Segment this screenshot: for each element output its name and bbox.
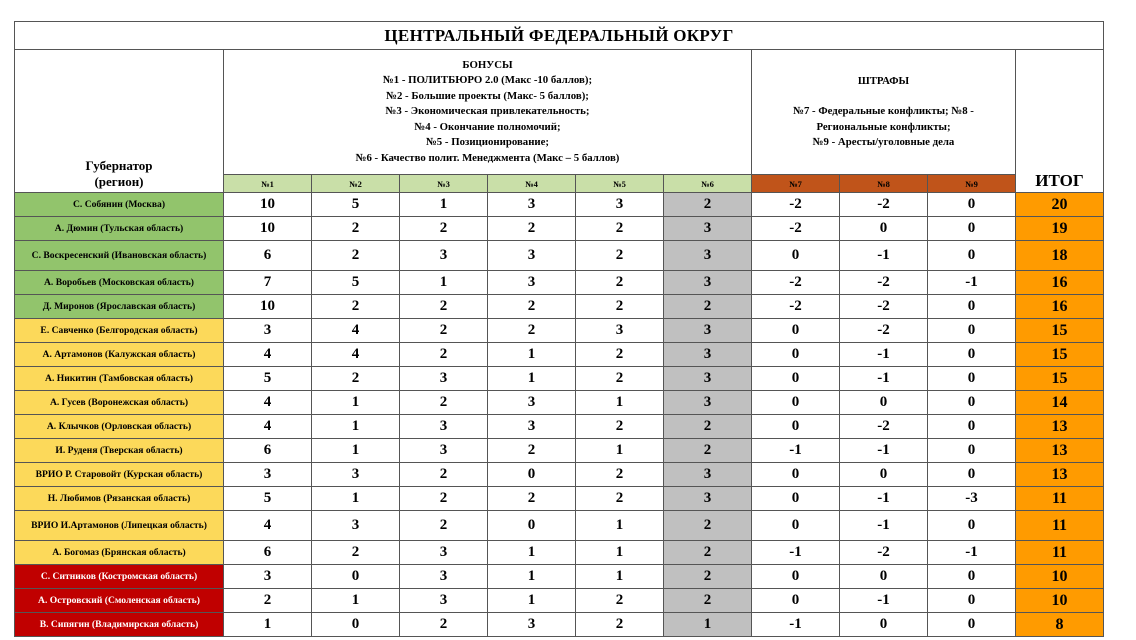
score-cell-2: 3 [312, 511, 400, 541]
column-header-7: №7 [752, 175, 840, 193]
score-cell-7: -1 [752, 613, 840, 637]
score-cell-1: 5 [224, 367, 312, 391]
total-column-header: ИТОГ [1016, 50, 1104, 193]
score-cell-1: 4 [224, 343, 312, 367]
score-cell-9: 0 [928, 613, 1016, 637]
score-cell-6: 3 [664, 343, 752, 367]
governor-cell: А. Богомаз (Брянская область) [15, 541, 224, 565]
governor-cell: С. Собянин (Москва) [15, 193, 224, 217]
governor-cell: А. Гусев (Воронежская область) [15, 391, 224, 415]
score-cell-1: 5 [224, 487, 312, 511]
score-cell-4: 2 [488, 439, 576, 463]
column-header-6: №6 [664, 175, 752, 193]
total-cell: 8 [1016, 613, 1104, 637]
total-cell: 10 [1016, 565, 1104, 589]
total-cell: 13 [1016, 463, 1104, 487]
score-cell-6: 3 [664, 487, 752, 511]
score-cell-2: 0 [312, 565, 400, 589]
score-cell-1: 4 [224, 511, 312, 541]
table-row [15, 343, 1104, 367]
score-cell-3: 2 [400, 217, 488, 241]
score-cell-4: 1 [488, 367, 576, 391]
score-cell-6: 3 [664, 271, 752, 295]
score-cell-3: 1 [400, 193, 488, 217]
table-title: ЦЕНТРАЛЬНЫЙ ФЕДЕРАЛЬНЫЙ ОКРУГ [15, 22, 1104, 50]
score-cell-7: -1 [752, 439, 840, 463]
score-cell-7: 0 [752, 589, 840, 613]
score-cell-7: 0 [752, 487, 840, 511]
score-cell-8: -2 [840, 541, 928, 565]
score-cell-8: -1 [840, 589, 928, 613]
score-cell-4: 3 [488, 271, 576, 295]
governor-cell: ВРИО И.Артамонов (Липецкая область) [15, 511, 224, 541]
bonus-legend [224, 50, 752, 175]
score-cell-5: 2 [576, 589, 664, 613]
score-cell-5: 2 [576, 241, 664, 271]
score-cell-8: -1 [840, 439, 928, 463]
score-cell-7: 0 [752, 463, 840, 487]
score-cell-1: 1 [224, 613, 312, 637]
score-cell-4: 1 [488, 343, 576, 367]
total-cell: 15 [1016, 319, 1104, 343]
total-cell: 13 [1016, 415, 1104, 439]
score-cell-4: 0 [488, 511, 576, 541]
column-header-3: №3 [400, 175, 488, 193]
score-cell-3: 2 [400, 295, 488, 319]
score-cell-2: 2 [312, 541, 400, 565]
total-cell: 15 [1016, 343, 1104, 367]
score-cell-3: 3 [400, 415, 488, 439]
governor-cell: А. Дюмин (Тульская область) [15, 217, 224, 241]
score-cell-5: 2 [576, 463, 664, 487]
score-cell-8: -1 [840, 367, 928, 391]
score-cell-5: 1 [576, 439, 664, 463]
score-cell-2: 1 [312, 487, 400, 511]
score-cell-8: -1 [840, 511, 928, 541]
score-cell-7: -2 [752, 217, 840, 241]
score-cell-4: 2 [488, 319, 576, 343]
score-cell-1: 4 [224, 415, 312, 439]
score-cell-4: 2 [488, 487, 576, 511]
table-row [15, 391, 1104, 415]
score-cell-2: 1 [312, 415, 400, 439]
bonus-legend-line: №1 - ПОЛИТБЮРО 2.0 (Макс -10 баллов); [382, 74, 593, 87]
score-cell-1: 3 [224, 565, 312, 589]
total-cell: 14 [1016, 391, 1104, 415]
score-cell-9: 0 [928, 439, 1016, 463]
table-row [15, 415, 1104, 439]
score-cell-1: 6 [224, 541, 312, 565]
score-cell-9: 0 [928, 565, 1016, 589]
total-cell: 20 [1016, 193, 1104, 217]
ranking-table [14, 21, 1104, 637]
score-cell-2: 3 [312, 463, 400, 487]
score-cell-2: 1 [312, 439, 400, 463]
total-cell: 18 [1016, 241, 1104, 271]
score-cell-5: 2 [576, 295, 664, 319]
score-cell-5: 1 [576, 541, 664, 565]
score-cell-7: -2 [752, 271, 840, 295]
score-cell-1: 3 [224, 463, 312, 487]
governor-cell: А. Воробьев (Московская область) [15, 271, 224, 295]
score-cell-3: 3 [400, 439, 488, 463]
score-cell-9: 0 [928, 589, 1016, 613]
score-cell-4: 1 [488, 565, 576, 589]
column-header-1: №1 [224, 175, 312, 193]
score-cell-7: 0 [752, 241, 840, 271]
total-cell: 11 [1016, 511, 1104, 541]
score-cell-1: 10 [224, 217, 312, 241]
score-cell-8: -2 [840, 415, 928, 439]
score-cell-5: 2 [576, 343, 664, 367]
score-cell-4: 3 [488, 241, 576, 271]
score-cell-3: 2 [400, 391, 488, 415]
score-cell-5: 2 [576, 487, 664, 511]
governor-cell: ВРИО Р. Старовойт (Курская область) [15, 463, 224, 487]
total-cell: 16 [1016, 271, 1104, 295]
score-cell-7: 0 [752, 343, 840, 367]
table-row [15, 487, 1104, 511]
score-cell-7: 0 [752, 367, 840, 391]
score-cell-9: -1 [928, 541, 1016, 565]
score-cell-2: 4 [312, 319, 400, 343]
score-cell-7: 0 [752, 511, 840, 541]
score-cell-2: 2 [312, 295, 400, 319]
fines-legend [752, 50, 1016, 175]
bonus-legend-line: №3 - Экономическая привлекательность; [385, 105, 590, 118]
score-cell-9: 0 [928, 367, 1016, 391]
score-cell-3: 2 [400, 463, 488, 487]
score-cell-6: 2 [664, 439, 752, 463]
score-cell-7: -2 [752, 193, 840, 217]
score-cell-8: -1 [840, 343, 928, 367]
governor-cell: А. Клычков (Орловская область) [15, 415, 224, 439]
total-cell: 15 [1016, 367, 1104, 391]
score-cell-5: 3 [576, 193, 664, 217]
score-cell-6: 3 [664, 217, 752, 241]
total-cell: 11 [1016, 487, 1104, 511]
score-cell-1: 3 [224, 319, 312, 343]
score-cell-8: -1 [840, 487, 928, 511]
score-cell-8: -2 [840, 319, 928, 343]
table-row [15, 367, 1104, 391]
score-cell-4: 0 [488, 463, 576, 487]
score-cell-3: 3 [400, 367, 488, 391]
score-cell-7: -2 [752, 295, 840, 319]
total-cell: 10 [1016, 589, 1104, 613]
score-cell-1: 2 [224, 589, 312, 613]
score-cell-3: 2 [400, 511, 488, 541]
score-cell-1: 7 [224, 271, 312, 295]
score-cell-5: 1 [576, 391, 664, 415]
score-cell-5: 1 [576, 511, 664, 541]
score-cell-5: 1 [576, 565, 664, 589]
score-cell-8: -2 [840, 295, 928, 319]
score-cell-6: 3 [664, 463, 752, 487]
score-cell-6: 2 [664, 541, 752, 565]
bonus-legend-line: №2 - Большие проекты (Макс- 5 баллов); [386, 89, 589, 102]
governor-cell: Н. Любимов (Рязанская область) [15, 487, 224, 511]
score-cell-9: 0 [928, 391, 1016, 415]
score-cell-9: -1 [928, 271, 1016, 295]
total-cell: 19 [1016, 217, 1104, 241]
bonus-legend-line: №4 - Окончание полномочий; [414, 120, 561, 133]
score-cell-5: 2 [576, 367, 664, 391]
score-cell-3: 3 [400, 589, 488, 613]
governor-cell: А. Островский (Смоленская область) [15, 589, 224, 613]
score-cell-4: 3 [488, 193, 576, 217]
score-cell-9: 0 [928, 463, 1016, 487]
column-header-9: №9 [928, 175, 1016, 193]
column-header-2: №2 [312, 175, 400, 193]
score-cell-6: 2 [664, 415, 752, 439]
score-cell-9: 0 [928, 193, 1016, 217]
total-cell: 11 [1016, 541, 1104, 565]
score-cell-9: 0 [928, 217, 1016, 241]
total-cell: 13 [1016, 439, 1104, 463]
score-cell-6: 2 [664, 511, 752, 541]
table-row [15, 193, 1104, 217]
score-cell-9: 0 [928, 319, 1016, 343]
score-cell-5: 2 [576, 217, 664, 241]
score-cell-6: 3 [664, 319, 752, 343]
score-cell-8: -2 [840, 271, 928, 295]
score-cell-5: 3 [576, 319, 664, 343]
score-cell-3: 3 [400, 541, 488, 565]
score-cell-3: 2 [400, 343, 488, 367]
governor-cell: С. Воскресенский (Ивановская область) [15, 241, 224, 271]
governor-cell: Е. Савченко (Белгородская область) [15, 319, 224, 343]
table-row [15, 541, 1104, 565]
score-cell-4: 2 [488, 217, 576, 241]
score-cell-2: 0 [312, 613, 400, 637]
score-cell-4: 1 [488, 541, 576, 565]
fines-legend-line: Региональные конфликты; [816, 120, 951, 133]
score-cell-6: 2 [664, 589, 752, 613]
table-row [15, 439, 1104, 463]
table-row [15, 511, 1104, 541]
governor-cell: А. Артамонов (Калужская область) [15, 343, 224, 367]
table-row [15, 463, 1104, 487]
score-cell-9: 0 [928, 511, 1016, 541]
table-row [15, 271, 1104, 295]
score-cell-2: 2 [312, 217, 400, 241]
table-row [15, 565, 1104, 589]
bonus-legend-line: №5 - Позиционирование; [425, 136, 550, 149]
score-cell-4: 3 [488, 415, 576, 439]
score-cell-1: 4 [224, 391, 312, 415]
score-cell-8: 0 [840, 463, 928, 487]
score-cell-8: 0 [840, 565, 928, 589]
score-cell-2: 5 [312, 271, 400, 295]
governor-header-line: (регион) [94, 174, 144, 189]
total-cell: 16 [1016, 295, 1104, 319]
fines-legend-line: №9 - Аресты/уголовные дела [812, 136, 955, 148]
governor-cell: С. Ситников (Костромская область) [15, 565, 224, 589]
governor-cell: И. Руденя (Тверская область) [15, 439, 224, 463]
column-header-8: №8 [840, 175, 928, 193]
bonus-legend-line: БОНУСЫ [462, 58, 513, 71]
score-cell-2: 2 [312, 241, 400, 271]
score-cell-3: 2 [400, 487, 488, 511]
score-cell-8: -1 [840, 241, 928, 271]
score-cell-6: 2 [664, 565, 752, 589]
score-cell-5: 2 [576, 271, 664, 295]
score-cell-5: 2 [576, 415, 664, 439]
score-cell-2: 1 [312, 589, 400, 613]
score-cell-7: 0 [752, 319, 840, 343]
fines-legend-line: ШТРАФЫ [857, 74, 910, 87]
table-row [15, 241, 1104, 271]
governor-cell: А. Никитин (Тамбовская область) [15, 367, 224, 391]
score-cell-8: 0 [840, 217, 928, 241]
score-cell-2: 2 [312, 367, 400, 391]
score-cell-6: 1 [664, 613, 752, 637]
score-cell-1: 10 [224, 193, 312, 217]
score-cell-7: -1 [752, 541, 840, 565]
governor-column-header [15, 50, 224, 193]
score-cell-8: 0 [840, 613, 928, 637]
score-cell-9: -3 [928, 487, 1016, 511]
column-header-5: №5 [576, 175, 664, 193]
score-cell-8: -2 [840, 193, 928, 217]
table-row [15, 319, 1104, 343]
score-cell-9: 0 [928, 241, 1016, 271]
score-cell-2: 4 [312, 343, 400, 367]
score-cell-6: 3 [664, 367, 752, 391]
score-cell-7: 0 [752, 415, 840, 439]
score-cell-6: 2 [664, 193, 752, 217]
governor-cell: В. Сипягин (Владимирская область) [15, 613, 224, 637]
score-cell-9: 0 [928, 295, 1016, 319]
score-cell-7: 0 [752, 391, 840, 415]
score-cell-3: 3 [400, 565, 488, 589]
table-row [15, 613, 1104, 637]
score-cell-3: 2 [400, 319, 488, 343]
score-cell-1: 10 [224, 295, 312, 319]
score-cell-1: 6 [224, 439, 312, 463]
score-cell-5: 2 [576, 613, 664, 637]
governor-cell: Д. Миронов (Ярославская область) [15, 295, 224, 319]
table-row [15, 217, 1104, 241]
score-cell-6: 3 [664, 241, 752, 271]
score-cell-3: 3 [400, 241, 488, 271]
score-cell-6: 2 [664, 295, 752, 319]
score-cell-9: 0 [928, 415, 1016, 439]
score-cell-4: 3 [488, 613, 576, 637]
score-cell-2: 1 [312, 391, 400, 415]
fines-legend-line: №7 - Федеральные конфликты; №8 - [793, 105, 974, 117]
score-cell-6: 3 [664, 391, 752, 415]
score-cell-4: 3 [488, 391, 576, 415]
table-row [15, 295, 1104, 319]
score-cell-9: 0 [928, 343, 1016, 367]
score-cell-3: 1 [400, 271, 488, 295]
score-cell-2: 5 [312, 193, 400, 217]
governor-header-line: Губернатор [85, 158, 153, 173]
score-cell-4: 1 [488, 589, 576, 613]
score-cell-4: 2 [488, 295, 576, 319]
bonus-legend-line: №6 - Качество полит. Менеджмента (Макс – 5 баллов) [355, 151, 620, 164]
score-cell-3: 2 [400, 613, 488, 637]
score-cell-7: 0 [752, 565, 840, 589]
score-cell-1: 6 [224, 241, 312, 271]
score-cell-8: 0 [840, 391, 928, 415]
column-header-4: №4 [488, 175, 576, 193]
table-row [15, 589, 1104, 613]
